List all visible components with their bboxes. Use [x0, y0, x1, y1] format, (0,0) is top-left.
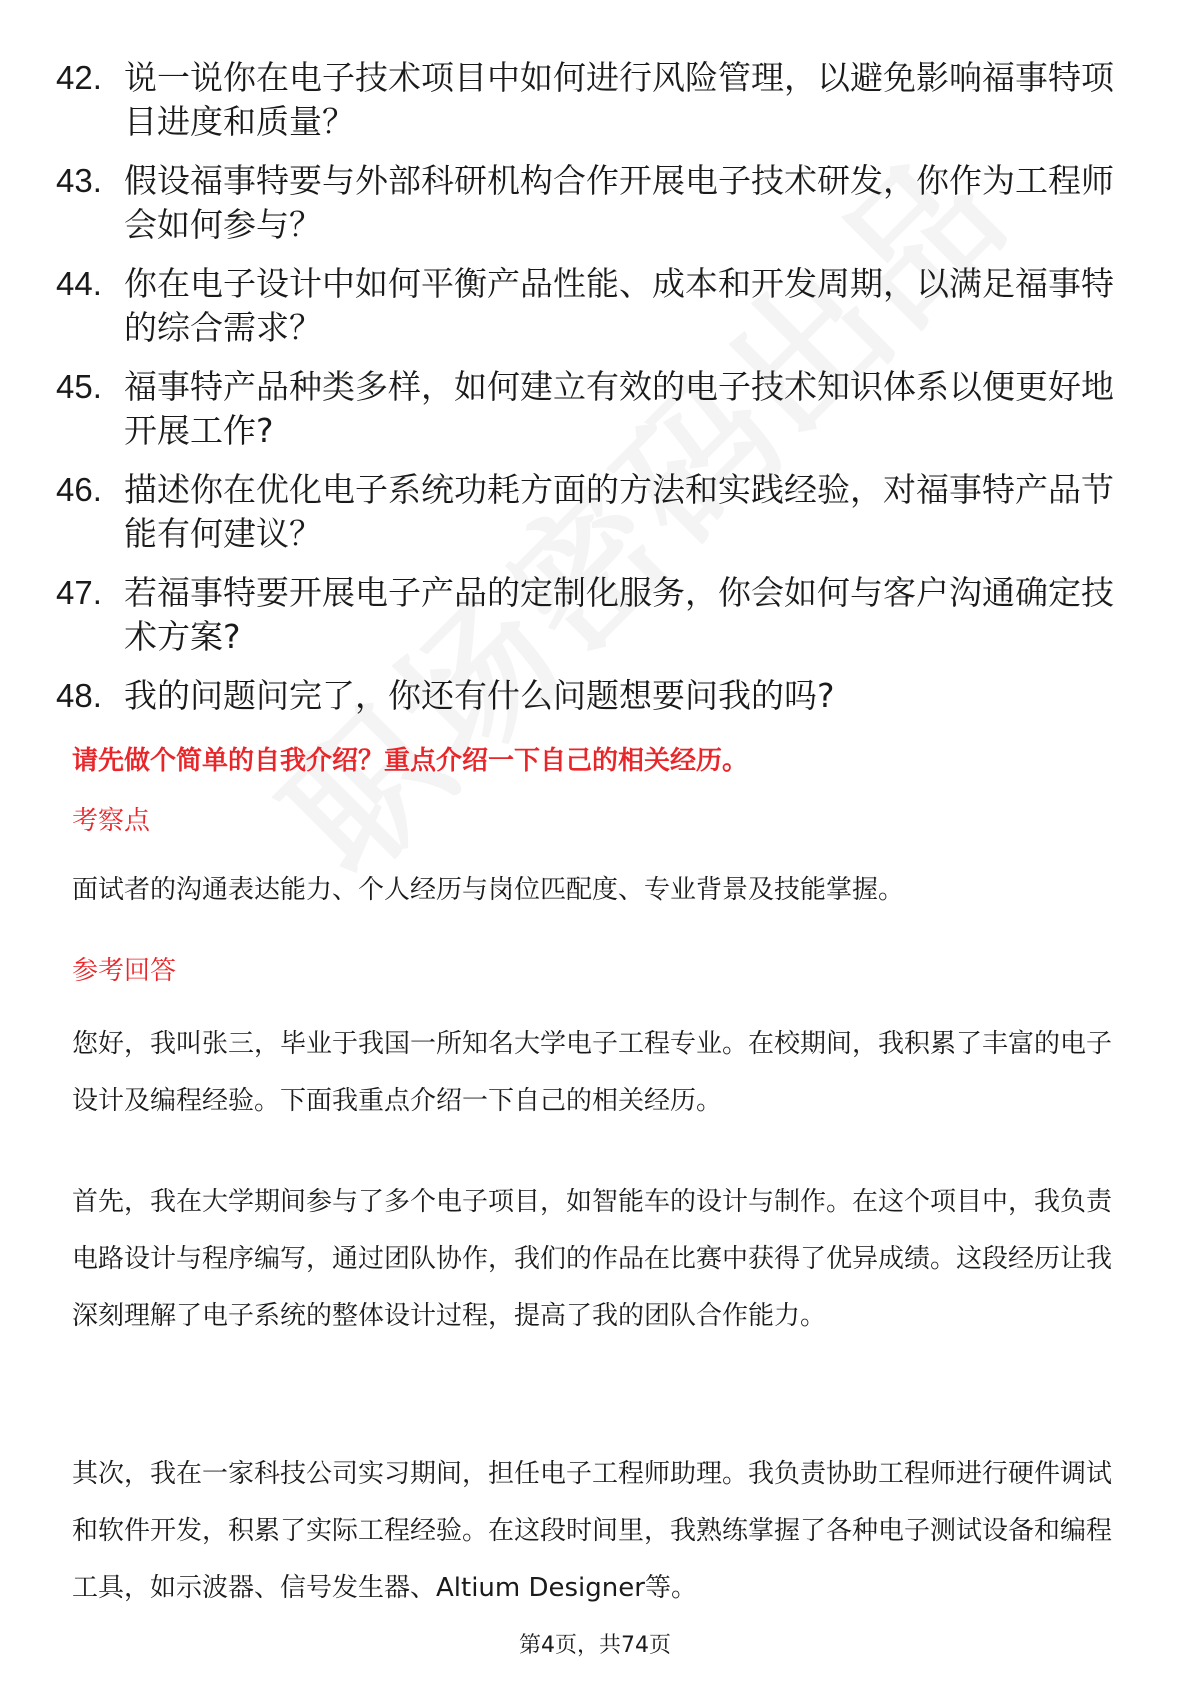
question-text: 说一说你在电子技术项目中如何进行风险管理，以避免影响福事特项目进度和质量？	[124, 58, 1114, 141]
question-number: 46.	[56, 471, 102, 508]
question-text: 描述你在优化电子系统功耗方面的方法和实践经验，对福事特产品节能有何建议？	[124, 470, 1114, 553]
question-text: 假设福事特要与外部科研机构合作开展电子技术研发，你作为工程师会如何参与？	[124, 161, 1114, 244]
question-number: 47.	[56, 574, 102, 611]
question-number: 43.	[56, 162, 102, 199]
question-number: 48.	[56, 677, 102, 714]
question-text: 若福事特要开展电子产品的定制化服务，你会如何与客户沟通确定技术方案?	[124, 573, 1114, 656]
question-text: 你在电子设计中如何平衡产品性能、成本和开发周期，以满足福事特的综合需求？	[124, 264, 1114, 347]
question-item	[56, 468, 1136, 556]
question-item	[56, 159, 1136, 247]
question-number: 45.	[56, 368, 102, 405]
question-number: 44.	[56, 265, 102, 302]
main-question-heading: 请先做个简单的自我介绍？重点介绍一下自己的相关经历。	[72, 746, 749, 776]
answer-paragraph: 其次，我在一家科技公司实习期间，担任电子工程师助理。我负责协助工程师进行硬件调试和软件开发，积累了实际工程经验。在这段时间里，我熟练掌握了各种电子测试设备和编程工具，如示波器、信号发生器、Altium Designer等。	[72, 1459, 1113, 1603]
question-item	[56, 571, 1136, 659]
question-list	[56, 56, 1136, 733]
question-item	[56, 365, 1136, 453]
assessment-heading: 考察点	[72, 806, 151, 836]
answer-paragraph: 您好，我叫张三，毕业于我国一所知名大学电子工程专业。在校期间，我积累了丰富的电子设计及编程经验。下面我重点介绍一下自己的相关经历。	[72, 1029, 1113, 1116]
assessment-text: 面试者的沟通表达能力、个人经历与岗位匹配度、专业背景及技能掌握。	[72, 875, 905, 905]
question-text: 福事特产品种类多样，如何建立有效的电子技术知识体系以便更好地开展工作?	[124, 367, 1114, 450]
question-text: 我的问题问完了，你还有什么问题想要问我的吗?	[124, 676, 835, 715]
answer-heading: 参考回答	[72, 956, 177, 986]
question-item	[56, 674, 1136, 718]
question-number: 42.	[56, 59, 102, 96]
page-footer: 第4页，共74页	[519, 1633, 671, 1658]
answer-paragraph: 首先，我在大学期间参与了多个电子项目，如智能车的设计与制作。在这个项目中，我负责电路设计与程序编写，通过团队协作，我们的作品在比赛中获得了优异成绩。这段经历让我深刻理解了电子系统的整体设计过程，提高了我的团队合作能力。	[72, 1187, 1113, 1331]
question-item	[56, 56, 1136, 144]
question-item	[56, 262, 1136, 350]
